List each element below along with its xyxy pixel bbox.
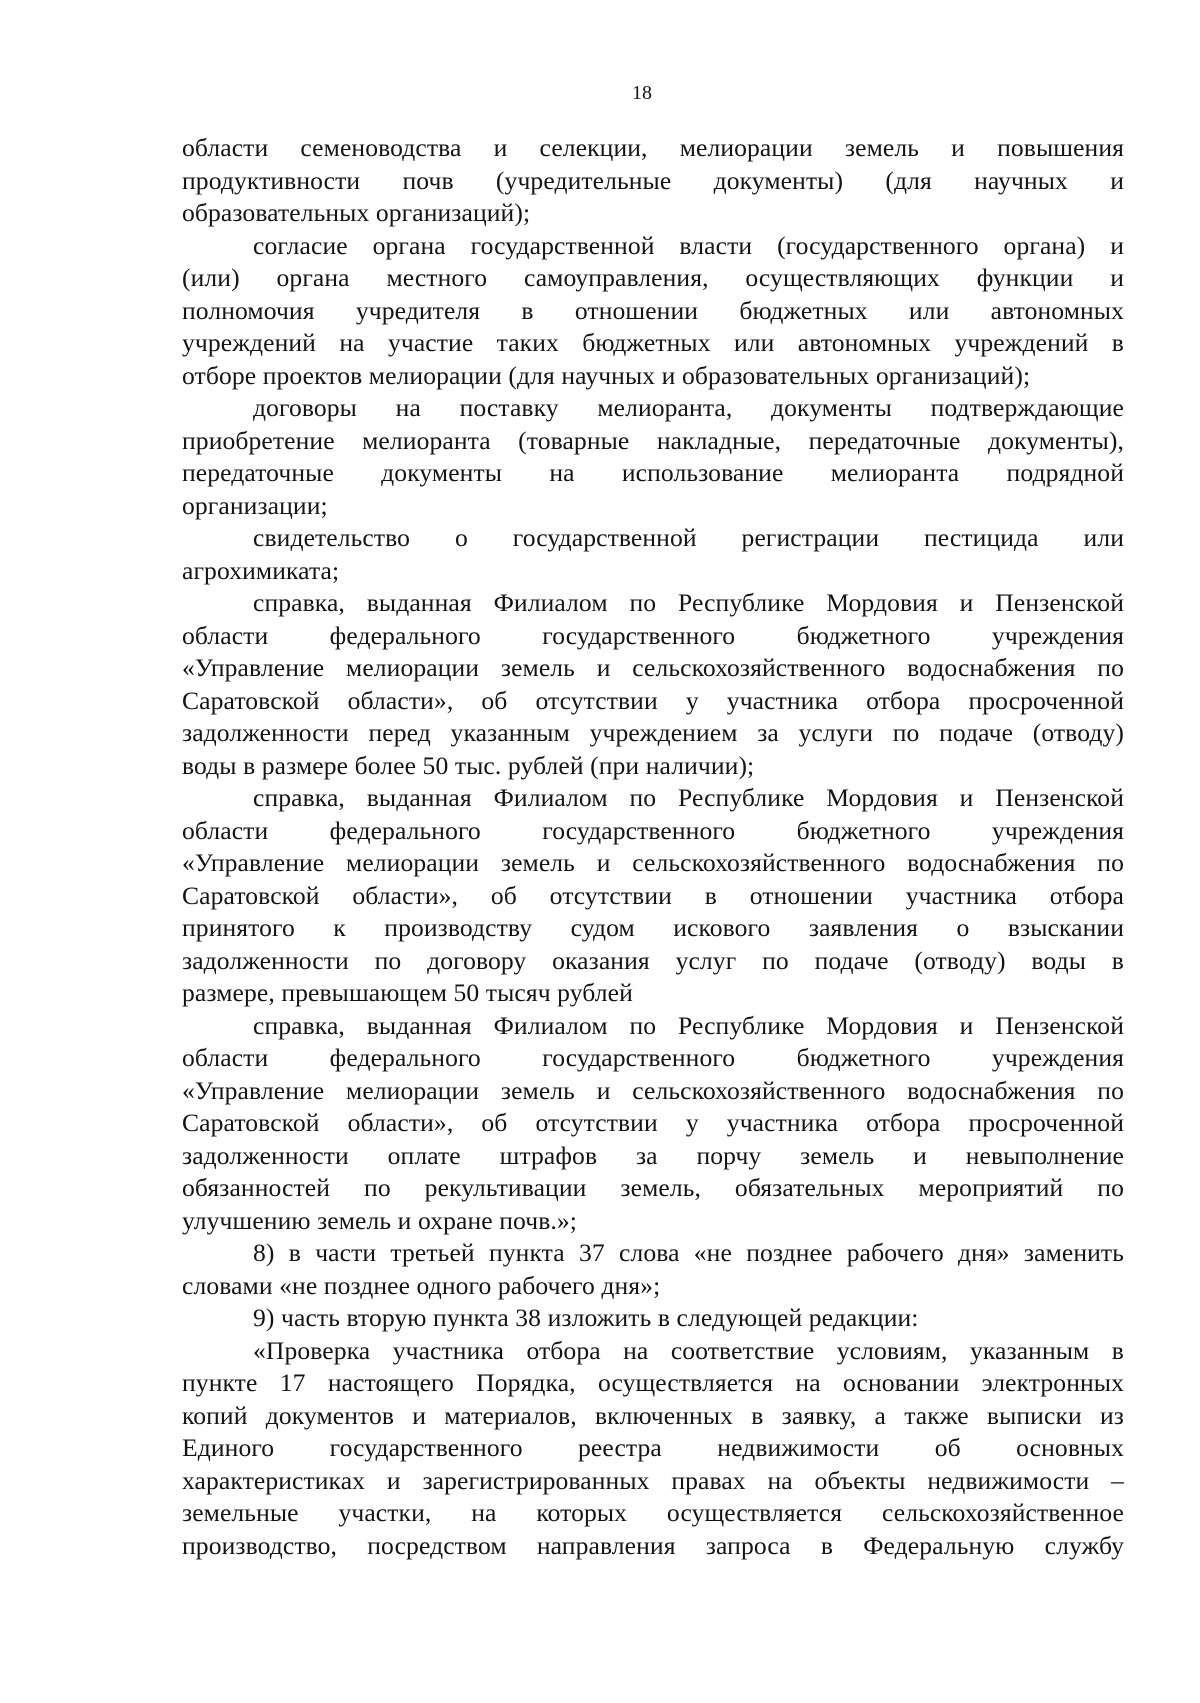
text-line: земельные участки, на которых осуществляется сельскохозяйственное [182, 1498, 1124, 1527]
text-line: области федерального государственного бюджетного учреждения [182, 620, 1124, 650]
text-line: учреждений на участие таких бюджетных или автономных учреждений в [182, 328, 1124, 357]
text-line: улучшению земель и охране почв.»; [182, 1205, 578, 1235]
text-line: 8) в части третьей пункта 37 слова «не позднее рабочего дня» заменить [253, 1238, 1124, 1267]
text-line: задолженности по договору оказания услуг по подаче (отводу) воды в [182, 945, 1124, 975]
text-line: характеристиках и зарегистрированных правах на объекты недвижимости – [182, 1465, 1124, 1495]
text-line: Саратовской области», об отсутствии у участника отбора просроченной [182, 1108, 1124, 1137]
text-line: области федерального государственного бюджетного учреждения [182, 1043, 1124, 1072]
text-line: агрохимиката; [182, 555, 340, 585]
text-line: отборе проектов мелиорации (для научных и образовательных организаций); [182, 360, 1031, 390]
text-line: словами «не позднее одного рабочего дня»; [182, 1270, 661, 1300]
text-line: «Управление мелиорации земель и сельскохозяйственного водоснабжения по [182, 1075, 1124, 1105]
text-line: копий документов и материалов, включенных в заявку, а также выписки из [182, 1400, 1124, 1430]
text-line: «Управление мелиорации земель и сельскохозяйственного водоснабжения по [182, 653, 1124, 682]
text-line: (или) органа местного самоуправления, осуществляющих функции и [182, 263, 1124, 292]
text-line: Саратовской области», об отсутствии у участника отбора просроченной [182, 685, 1124, 715]
text-line: договоры на поставку мелиоранта, документы подтверждающие [253, 393, 1124, 422]
text-line: полномочия учредителя в отношении бюджетных или автономных [182, 295, 1124, 325]
text-line: размере, превышающем 50 тысяч рублей [182, 978, 633, 1007]
text-line: приобретение мелиоранта (товарные накладные, передаточные документы), [182, 425, 1124, 455]
text-line: продуктивности почв (учредительные документы) (для научных и [182, 165, 1124, 195]
text-line: воды в размере более 50 тыс. рублей (при наличии); [182, 750, 755, 780]
text-line: производство, посредством направления запроса в Федеральную службу [182, 1530, 1124, 1560]
text-line: Саратовской области», об отсутствии в отношении участника отбора [182, 880, 1124, 910]
document-body [182, 132, 1124, 1562]
text-line: передаточные документы на использование мелиоранта подрядной [182, 458, 1124, 487]
page-number: 18 [632, 82, 652, 104]
text-line: «Проверка участника отбора на соответствие условиям, указанным в [253, 1335, 1124, 1365]
text-line: свидетельство о государственной регистрации пестицида или [253, 523, 1124, 552]
text-line: задолженности перед указанным учреждением за услуги по подаче (отводу) [182, 718, 1124, 747]
text-line: согласие органа государственной власти (государственного органа) и [253, 230, 1124, 260]
text-line: «Управление мелиорации земель и сельскохозяйственного водоснабжения по [182, 848, 1124, 877]
text-line: принятого к производству судом искового заявления о взыскании [182, 913, 1124, 942]
text-line: организации; [182, 490, 328, 520]
text-line: справка, выданная Филиалом по Республике Мордовия и Пензенской [253, 1010, 1124, 1040]
text-line: обязанностей по рекультивации земель, обязательных мероприятий по [182, 1173, 1124, 1202]
text-line: справка, выданная Филиалом по Республике Мордовия и Пензенской [253, 783, 1124, 812]
text-line: Единого государственного реестра недвижимости об основных [182, 1433, 1124, 1462]
text-line: 9) часть вторую пункта 38 изложить в следующей редакции: [253, 1303, 919, 1332]
text-line: справка, выданная Филиалом по Республике Мордовия и Пензенской [253, 588, 1124, 617]
text-line: пункте 17 настоящего Порядка, осуществляется на основании электронных [182, 1368, 1124, 1397]
text-line: области семеноводства и селекции, мелиорации земель и повышения [182, 133, 1124, 162]
text-line: образовательных организаций); [182, 198, 531, 227]
text-line: области федерального государственного бюджетного учреждения [182, 815, 1124, 845]
text-line: задолженности оплате штрафов за порчу земель и невыполнение [182, 1140, 1124, 1170]
